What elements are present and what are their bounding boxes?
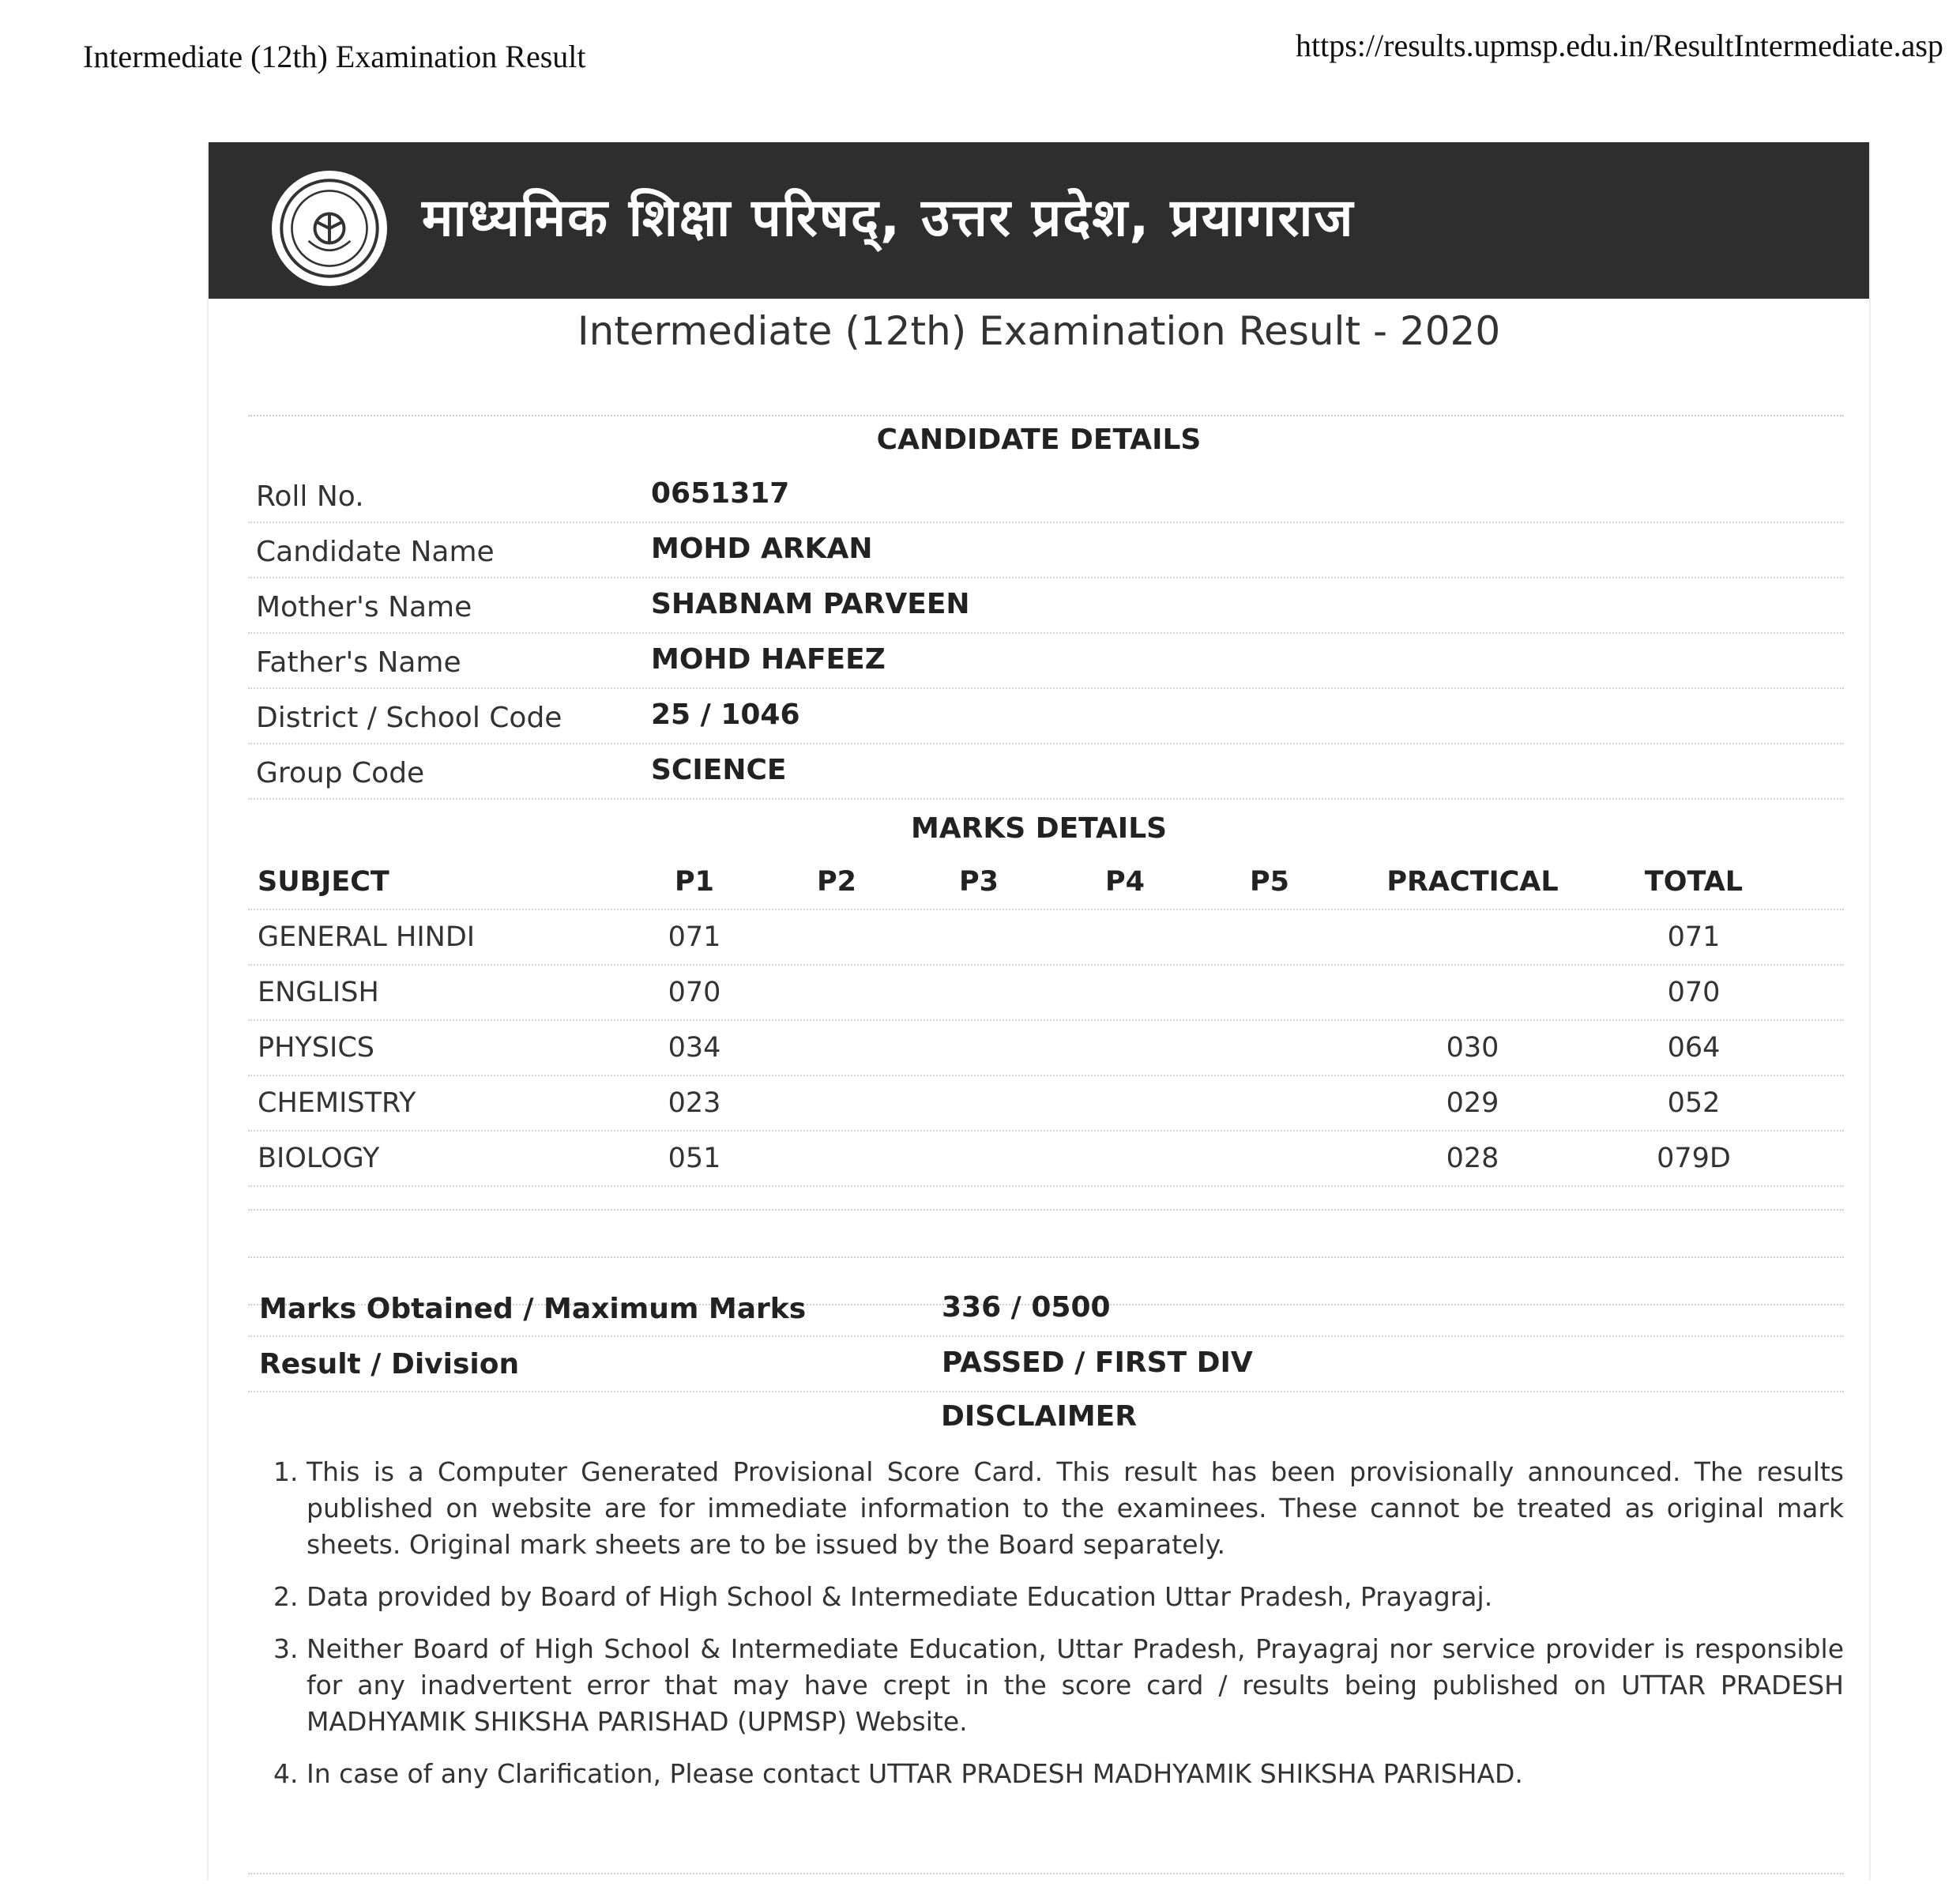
- header-banner: [209, 142, 1869, 299]
- p1-cell: 034: [668, 1032, 721, 1064]
- marks-details-heading: MARKS DETAILS: [910, 812, 1168, 845]
- mother-name-label: Mother's Name: [256, 591, 472, 623]
- p1-cell: 070: [668, 977, 721, 1008]
- group-code-value: SCIENCE: [651, 754, 787, 786]
- practical-cell: 030: [1446, 1032, 1499, 1064]
- divider: [248, 1256, 1844, 1258]
- col-p4-header: P4: [1104, 866, 1145, 898]
- marks-row: [248, 1130, 1844, 1187]
- candidate-name-value: MOHD ARKAN: [651, 533, 873, 565]
- print-header-url: https://results.upmsp.edu.in/ResultIntermediate.asp: [1296, 28, 1943, 63]
- candidate-details-heading: CANDIDATE DETAILS: [876, 424, 1202, 456]
- district-school-label: District / School Code: [256, 702, 562, 734]
- p1-cell: 023: [668, 1087, 721, 1119]
- disclaimer-list: [272, 1454, 1844, 1808]
- disclaimer-item: 4. In case of any Clarification, Please contact UTTAR PRADESH MADHYAMIK SHIKSHA PARISHAD.: [307, 1756, 1844, 1792]
- col-p1-header: P1: [674, 866, 714, 898]
- marks-row: [248, 909, 1844, 966]
- col-p2-header: P2: [816, 866, 856, 898]
- district-school-value: 25 / 1046: [651, 699, 800, 731]
- candidate-row-father: [248, 632, 1844, 689]
- subject-cell: CHEMISTRY: [258, 1087, 416, 1119]
- subject-cell: GENERAL HINDI: [258, 921, 476, 953]
- roll-no-value: 0651317: [651, 477, 790, 510]
- result-division-value: PASSED / FIRST DIV: [942, 1346, 1253, 1379]
- upmsp-seal-icon: [272, 171, 387, 286]
- candidate-name-label: Candidate Name: [256, 536, 495, 568]
- candidate-row-group: [248, 743, 1844, 800]
- marks-row: [248, 964, 1844, 1021]
- disclaimer-item: 2. Data provided by Board of High School & Intermediate Education Uttar Pradesh, Prayagraj.: [307, 1579, 1844, 1615]
- total-cell: 079D: [1657, 1143, 1731, 1174]
- subject-cell: PHYSICS: [258, 1032, 374, 1064]
- total-cell: 071: [1667, 921, 1721, 953]
- col-p5-header: P5: [1249, 866, 1289, 898]
- col-total-header: TOTAL: [1644, 866, 1744, 898]
- candidate-row-roll: [248, 466, 1844, 523]
- practical-cell: 028: [1446, 1143, 1499, 1174]
- marks-row: [248, 1019, 1844, 1076]
- result-division-label: Result / Division: [259, 1348, 520, 1380]
- col-subject-header: SUBJECT: [258, 866, 389, 898]
- practical-cell: 029: [1446, 1087, 1499, 1119]
- col-practical-header: PRACTICAL: [1386, 866, 1559, 898]
- marks-obtained-row: [248, 1280, 1844, 1337]
- total-cell: 052: [1667, 1087, 1721, 1119]
- father-name-value: MOHD HAFEEZ: [651, 643, 886, 676]
- p1-cell: 071: [668, 921, 721, 953]
- result-division-row: [248, 1335, 1844, 1392]
- disclaimer-item: 1. This is a Computer Generated Provisional Score Card. This result has been provisionally announced. The results published on website are for immediate information to the examinees. These cannot be treated as original mark sheets. Original mark sheets are to be issued by the Board separately.: [307, 1454, 1844, 1563]
- marks-obtained-value: 336 / 0500: [942, 1291, 1111, 1324]
- subject-cell: BIOLOGY: [258, 1143, 380, 1174]
- marks-header-row: [248, 853, 1844, 910]
- col-p3-header: P3: [958, 866, 999, 898]
- subject-cell: ENGLISH: [258, 977, 379, 1008]
- divider: [248, 415, 1844, 416]
- roll-no-label: Roll No.: [256, 480, 364, 513]
- divider: [248, 1873, 1844, 1874]
- mother-name-value: SHABNAM PARVEEN: [651, 588, 970, 620]
- marks-obtained-label: Marks Obtained / Maximum Marks: [259, 1293, 807, 1325]
- board-name-hindi: माध्यमिक शिक्षा परिषद्, उत्तर प्रदेश, प्रयागराज: [422, 187, 1355, 248]
- total-cell: 064: [1667, 1032, 1721, 1064]
- p1-cell: 051: [668, 1143, 721, 1174]
- marks-row: [248, 1075, 1844, 1132]
- disclaimer-item: 3. Neither Board of High School & Intermediate Education, Uttar Pradesh, Prayagraj nor service provider is responsible for any inadvertent error that may have crept in the score card / results being published on UTTAR PRADESH MADHYAMIK SHIKSHA PARISHAD (UPMSP) Website.: [307, 1631, 1844, 1740]
- total-cell: 070: [1667, 977, 1721, 1008]
- print-header-title: Intermediate (12th) Examination Result: [83, 39, 586, 74]
- result-card: [207, 142, 1871, 1881]
- candidate-row-mother: [248, 577, 1844, 634]
- candidate-row-name: [248, 522, 1844, 578]
- candidate-row-district: [248, 687, 1844, 744]
- father-name-label: Father's Name: [256, 646, 461, 679]
- disclaimer-heading: DISCLAIMER: [941, 1400, 1137, 1433]
- exam-title: Intermediate (12th) Examination Result - 2020: [577, 308, 1501, 354]
- divider: [248, 1209, 1844, 1211]
- group-code-label: Group Code: [256, 757, 425, 789]
